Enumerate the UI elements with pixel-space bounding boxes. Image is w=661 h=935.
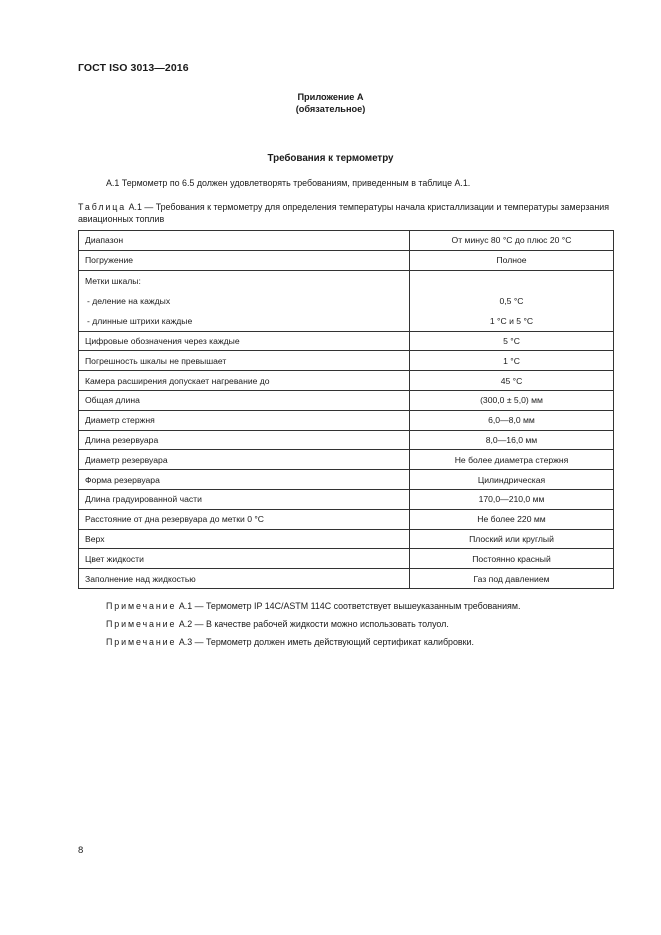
- scale-division-value: 0,5 °С: [499, 295, 524, 306]
- param-cell: Диаметр резервуара: [79, 450, 410, 470]
- table-row: [79, 410, 614, 430]
- note-text: А.1 — Термометр IP 14C/ASTM 114C соответствует вышеуказанным требованиям.: [176, 601, 521, 611]
- note-item: [106, 599, 520, 617]
- scale-marks-heading: Метки шкалы:: [85, 275, 141, 286]
- page-number: 8: [78, 845, 84, 856]
- requirements-table: [78, 230, 614, 589]
- scale-division-label: - деление на каждых: [87, 295, 171, 306]
- table-row: [79, 470, 614, 490]
- appendix-title: Приложение А: [297, 92, 364, 102]
- param-cell: Диапазон: [79, 231, 410, 251]
- value-cell: Не более диаметра стержня: [410, 450, 614, 470]
- table-row: [79, 529, 614, 549]
- scale-marks-params: [79, 270, 410, 331]
- table-row: [79, 371, 614, 391]
- table-row: [79, 250, 614, 270]
- note-text: А.2 — В качестве рабочей жидкости можно использовать толуол.: [176, 619, 449, 629]
- value-cell: Постоянно красный: [410, 549, 614, 569]
- table-row: [79, 331, 614, 351]
- value-cell: 6,0—8,0 мм: [410, 410, 614, 430]
- param-cell: Диаметр стержня: [79, 410, 410, 430]
- table-caption-text: А.1 — Требования к термометру для определения температуры начала кристаллизации и температуры замерзания авиационных топлив: [78, 202, 610, 224]
- param-cell: Погрешность шкалы не превышает: [79, 351, 410, 371]
- table-row: [79, 569, 614, 589]
- intro-paragraph: А.1 Термометр по 6.5 должен удовлетворять требованиям, приведенным в таблице А.1.: [106, 178, 471, 188]
- value-cell: Не более 220 мм: [410, 509, 614, 529]
- note-label: Примечание: [106, 637, 177, 647]
- param-cell: Длина градуированной части: [79, 489, 410, 509]
- value-cell: 1 °С: [410, 351, 614, 371]
- section-title: Требования к термометру: [267, 153, 394, 164]
- value-cell: (300,0 ± 5,0) мм: [410, 390, 614, 410]
- note-label: Примечание: [106, 601, 177, 611]
- standard-header: ГОСТ ISO 3013—2016: [78, 62, 189, 74]
- value-cell: От минус 80 °С до плюс 20 °С: [410, 231, 614, 251]
- table-caption-label: Таблица: [78, 202, 127, 212]
- note-text: А.3 — Термометр должен иметь действующий сертификат калибровки.: [176, 637, 474, 647]
- note-item: [106, 635, 520, 653]
- param-cell: Цифровые обозначения через каждые: [79, 331, 410, 351]
- param-cell: Форма резервуара: [79, 470, 410, 490]
- param-cell: Погружение: [79, 250, 410, 270]
- table-row: [79, 231, 614, 251]
- table-row: [79, 430, 614, 450]
- value-cell: Плоский или круглый: [410, 529, 614, 549]
- table-caption: [78, 201, 618, 225]
- value-cell: 5 °С: [410, 331, 614, 351]
- value-cell: 8,0—16,0 мм: [410, 430, 614, 450]
- value-cell: Цилиндрическая: [410, 470, 614, 490]
- table-row: [79, 390, 614, 410]
- note-item: [106, 617, 520, 635]
- long-marks-label: - длинные штрихи каждые: [87, 315, 193, 326]
- value-cell: 170,0—210,0 мм: [410, 489, 614, 509]
- param-cell: Верх: [79, 529, 410, 549]
- value-cell: Газ под давлением: [410, 569, 614, 589]
- param-cell: Камера расширения допускает нагревание до: [79, 371, 410, 391]
- table-row: [79, 509, 614, 529]
- table-row: [79, 450, 614, 470]
- value-cell: Полное: [410, 250, 614, 270]
- param-cell: Расстояние от дна резервуара до метки 0 °С: [79, 509, 410, 529]
- param-cell: Цвет жидкости: [79, 549, 410, 569]
- long-marks-value: 1 °С и 5 °С: [489, 315, 534, 326]
- scale-marks-values: [410, 270, 614, 331]
- param-cell: Заполнение над жидкостью: [79, 569, 410, 589]
- table-row-scale-marks: [79, 270, 614, 331]
- scale-marks-heading-value: [416, 271, 607, 291]
- param-cell: Длина резервуара: [79, 430, 410, 450]
- value-cell: 45 °С: [410, 371, 614, 391]
- note-label: Примечание: [106, 619, 177, 629]
- notes-block: [106, 599, 520, 653]
- param-cell: Общая длина: [79, 390, 410, 410]
- appendix-status: (обязательное): [295, 104, 366, 114]
- table-row: [79, 489, 614, 509]
- table-row: [79, 549, 614, 569]
- table-row: [79, 351, 614, 371]
